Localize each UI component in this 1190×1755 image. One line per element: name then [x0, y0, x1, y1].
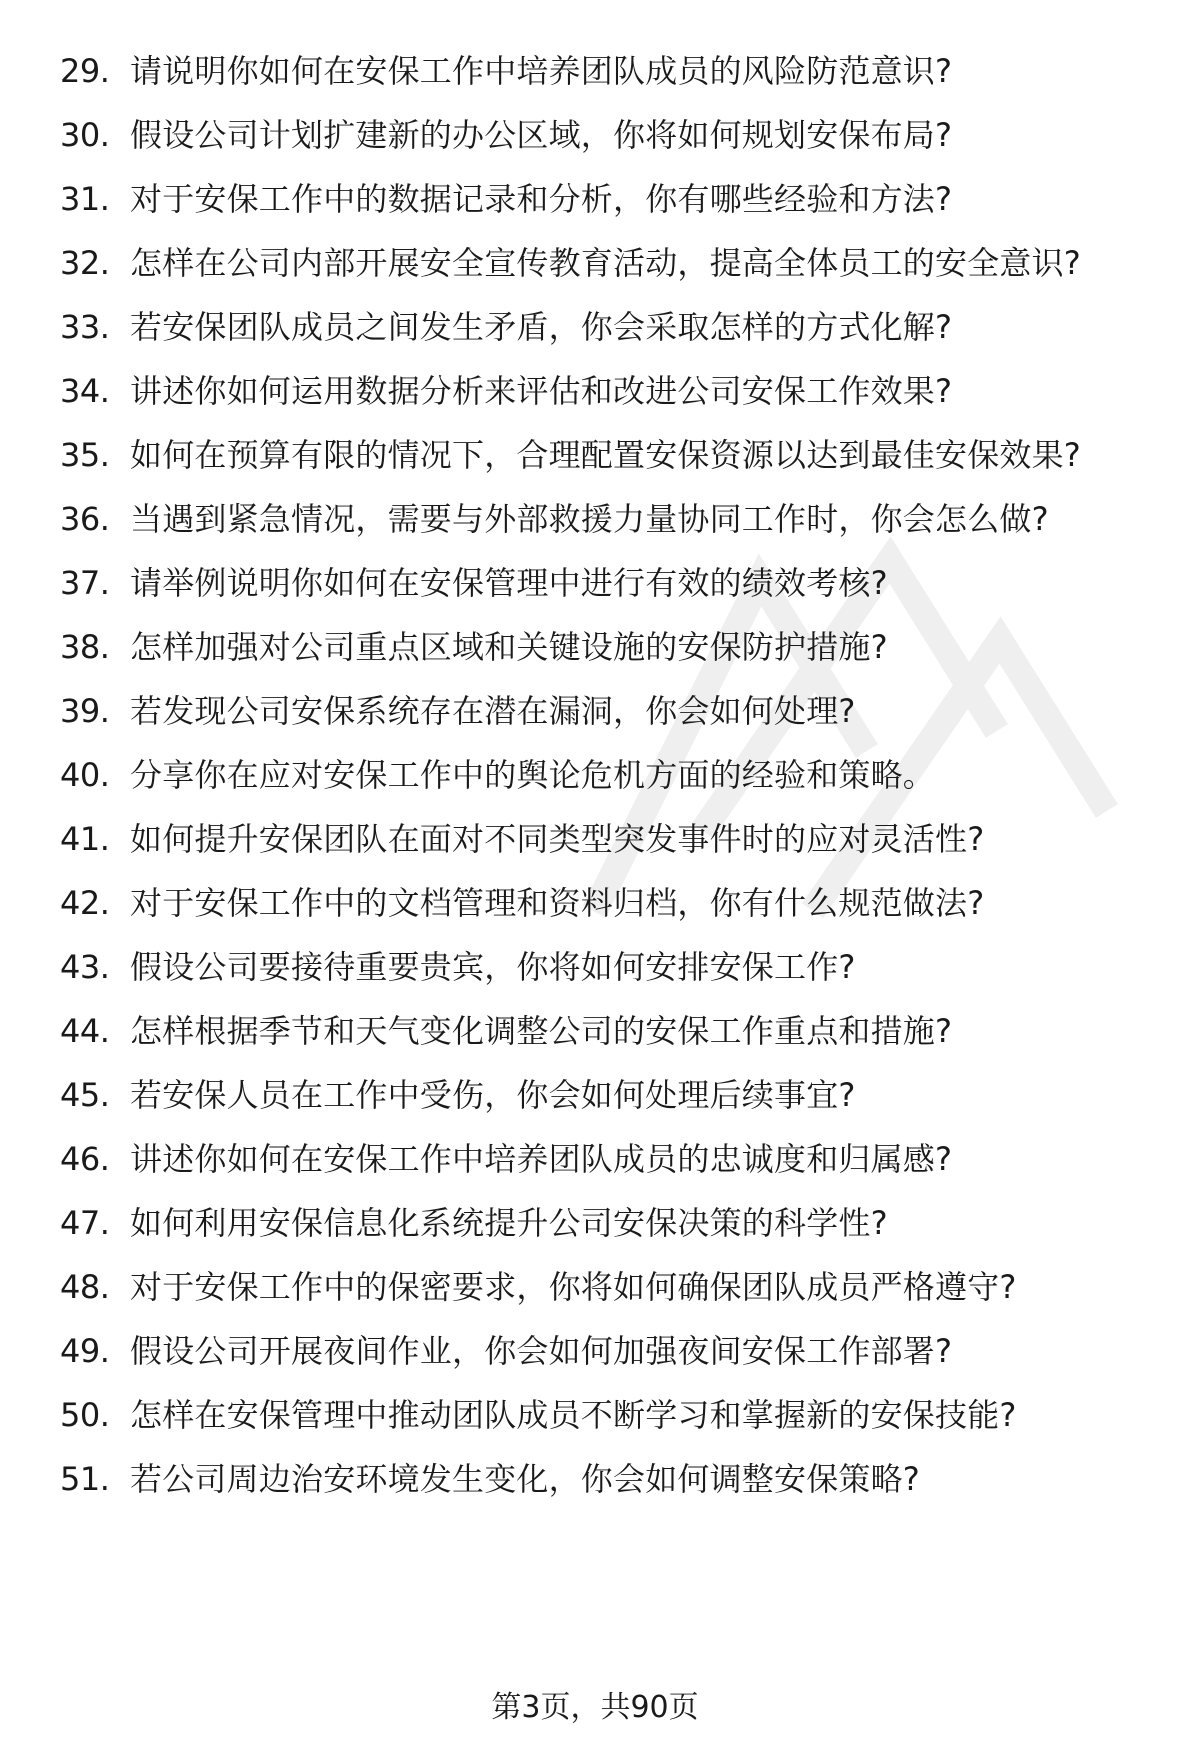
question-item — [60, 1460, 1155, 1498]
question-text: 假设公司开展夜间作业，你会如何加强夜间安保工作部署? — [130, 1332, 953, 1370]
question-number: 30. — [60, 116, 110, 154]
question-number: 32. — [60, 244, 110, 282]
question-item — [60, 1140, 1155, 1178]
question-number: 46. — [60, 1140, 110, 1178]
question-number: 42. — [60, 884, 110, 922]
question-item — [60, 244, 1155, 282]
question-number: 41. — [60, 820, 110, 858]
question-number: 47. — [60, 1204, 110, 1242]
question-number: 39. — [60, 692, 110, 730]
question-number: 33. — [60, 308, 110, 346]
question-item — [60, 52, 1155, 90]
question-text: 当遇到紧急情况，需要与外部救援力量协同工作时，你会怎么做? — [130, 500, 1049, 538]
question-text: 对于安保工作中的保密要求，你将如何确保团队成员严格遵守? — [130, 1268, 1017, 1306]
question-item — [60, 1012, 1155, 1050]
question-item — [60, 756, 1155, 794]
question-item — [60, 884, 1155, 922]
question-item — [60, 628, 1155, 666]
question-text: 讲述你如何在安保工作中培养团队成员的忠诚度和归属感? — [130, 1140, 953, 1178]
question-number: 29. — [60, 52, 110, 90]
question-number: 34. — [60, 372, 110, 410]
question-number: 44. — [60, 1012, 110, 1050]
question-number: 49. — [60, 1332, 110, 1370]
question-text: 假设公司计划扩建新的办公区域，你将如何规划安保布局? — [130, 116, 953, 154]
question-item — [60, 308, 1155, 346]
question-number: 45. — [60, 1076, 110, 1114]
question-list — [60, 52, 1155, 1498]
question-text: 如何利用安保信息化系统提升公司安保决策的科学性? — [130, 1204, 888, 1242]
question-number: 48. — [60, 1268, 110, 1306]
question-item — [60, 1204, 1155, 1242]
question-item — [60, 820, 1155, 858]
question-text: 若安保人员在工作中受伤，你会如何处理后续事宜? — [130, 1076, 856, 1114]
question-item — [60, 372, 1155, 410]
question-number: 36. — [60, 500, 110, 538]
question-number: 40. — [60, 756, 110, 794]
question-text: 对于安保工作中的文档管理和资料归档，你有什么规范做法? — [130, 884, 985, 922]
question-number: 35. — [60, 436, 110, 474]
question-number: 38. — [60, 628, 110, 666]
question-text: 怎样根据季节和天气变化调整公司的安保工作重点和措施? — [130, 1012, 953, 1050]
question-item — [60, 436, 1155, 474]
question-text: 如何在预算有限的情况下，合理配置安保资源以达到最佳安保效果? — [130, 436, 1081, 474]
question-text: 若发现公司安保系统存在潜在漏洞，你会如何处理? — [130, 692, 856, 730]
question-item — [60, 564, 1155, 602]
question-number: 43. — [60, 948, 110, 986]
question-item — [60, 1396, 1155, 1434]
question-number: 37. — [60, 564, 110, 602]
question-number: 50. — [60, 1396, 110, 1434]
question-text: 分享你在应对安保工作中的舆论危机方面的经验和策略。 — [130, 756, 936, 794]
question-item — [60, 116, 1155, 154]
question-text: 如何提升安保团队在面对不同类型突发事件时的应对灵活性? — [130, 820, 985, 858]
question-item — [60, 180, 1155, 218]
question-item — [60, 1268, 1155, 1306]
question-item — [60, 1332, 1155, 1370]
question-text: 若安保团队成员之间发生矛盾，你会采取怎样的方式化解? — [130, 308, 953, 346]
page-number-footer: 第3页，共90页 — [491, 1690, 699, 1725]
question-text: 怎样在安保管理中推动团队成员不断学习和掌握新的安保技能? — [130, 1396, 1017, 1434]
question-number: 51. — [60, 1460, 110, 1498]
question-text: 请说明你如何在安保工作中培养团队成员的风险防范意识? — [130, 52, 953, 90]
question-text: 怎样在公司内部开展安全宣传教育活动，提高全体员工的安全意识? — [130, 244, 1081, 282]
question-item — [60, 948, 1155, 986]
question-text: 假设公司要接待重要贵宾，你将如何安排安保工作? — [130, 948, 856, 986]
question-number: 31. — [60, 180, 110, 218]
question-text: 对于安保工作中的数据记录和分析，你有哪些经验和方法? — [130, 180, 953, 218]
question-text: 讲述你如何运用数据分析来评估和改进公司安保工作效果? — [130, 372, 953, 410]
question-item — [60, 692, 1155, 730]
question-text: 怎样加强对公司重点区域和关键设施的安保防护措施? — [130, 628, 888, 666]
question-item — [60, 500, 1155, 538]
question-text: 若公司周边治安环境发生变化，你会如何调整安保策略? — [130, 1460, 920, 1498]
question-text: 请举例说明你如何在安保管理中进行有效的绩效考核? — [130, 564, 888, 602]
question-item — [60, 1076, 1155, 1114]
